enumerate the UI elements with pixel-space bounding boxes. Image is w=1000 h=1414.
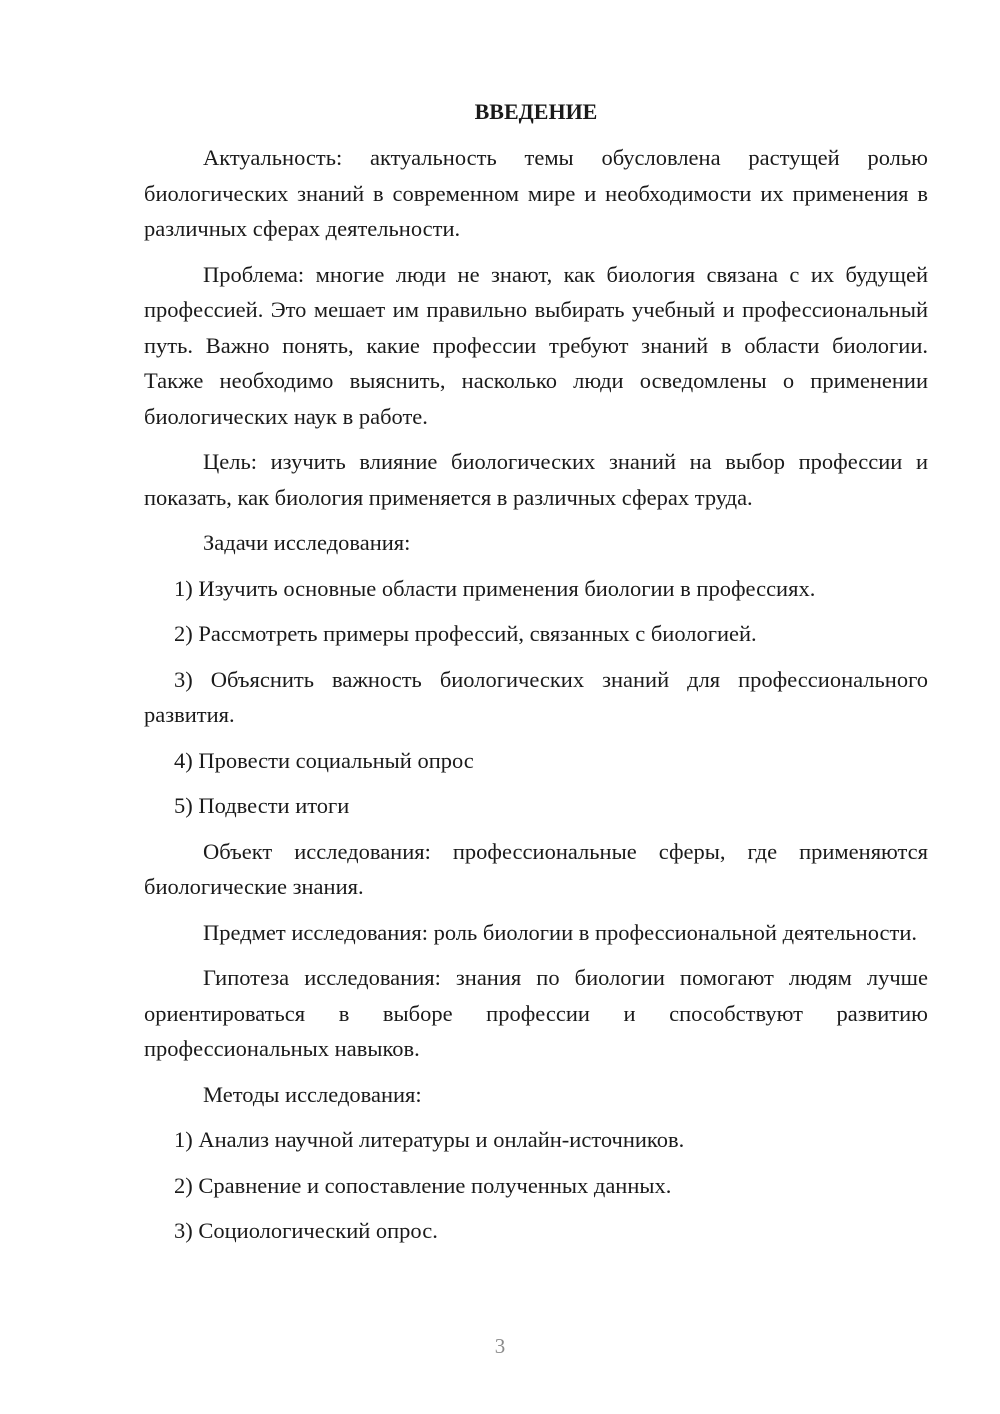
task-item: 5) Подвести итоги bbox=[174, 793, 350, 818]
method-item: 1) Анализ научной литературы и онлайн-источников. bbox=[174, 1127, 685, 1152]
goal-paragraph: Цель: изучить влияние биологических знаний на выбор профессии и показать, как биология применяется в различных сферах труда. bbox=[144, 449, 928, 510]
methods-heading: Методы исследования: bbox=[203, 1081, 422, 1107]
method-item: 2) Сравнение и сопоставление полученных данных. bbox=[174, 1172, 672, 1198]
task-item: 4) Провести социальный опрос bbox=[174, 747, 474, 773]
task-item: 1) Изучить основные области применения биологии в профессиях. bbox=[174, 575, 816, 601]
task-item: 2) Рассмотреть примеры профессий, связанных с биологией. bbox=[174, 621, 757, 646]
tasks-heading: Задачи исследования: bbox=[203, 530, 411, 555]
page-number: 3 bbox=[494, 1334, 506, 1358]
hypothesis-paragraph: Гипотеза исследования: знания по биологии помогают людям лучше ориентироваться в выборе профессии и способствуют развитию профессиональных навыков. bbox=[144, 965, 928, 1061]
document-title: ВВЕДЕНИЕ bbox=[474, 99, 598, 124]
problem-paragraph: Проблема: многие люди не знают, как биология связана с их будущей профессией. Это мешает им правильно выбирать учебный и профессиональный путь. Важно понять, какие профессии требуют знаний в области биологии. Также необходимо выяснить, насколько люди осведомлены о применении биологических наук в работе. bbox=[144, 261, 928, 429]
method-item: 3) Социологический опрос. bbox=[174, 1218, 438, 1243]
task-item: 3) Объяснить важность биологических знаний для профессионального развития. bbox=[144, 666, 928, 727]
object-paragraph: Объект исследования: профессиональные сферы, где применяются биологические знания. bbox=[144, 838, 928, 899]
document-body bbox=[144, 94, 928, 1259]
subject-paragraph: Предмет исследования: роль биологии в профессиональной деятельности. bbox=[203, 919, 918, 945]
relevance-paragraph: Актуальность: актуальность темы обусловлена растущей ролью биологических знаний в современном мире и необходимости их применения в различных сферах деятельности. bbox=[144, 145, 928, 241]
